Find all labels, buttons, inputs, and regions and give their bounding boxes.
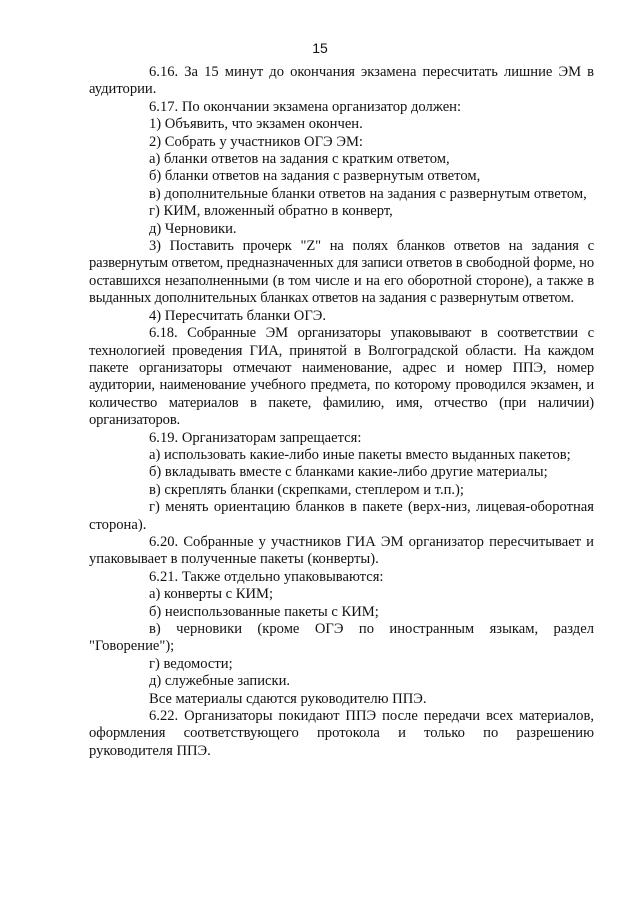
list-item: 1) Объявить, что экзамен окончен. [149, 116, 363, 133]
paragraph-6-20: 6.20. Собранные у участников ГИА ЭМ организатор пересчитывает и упаковывает в полученные пакеты (конверты). [89, 533, 594, 568]
list-item: б) вкладывать вместе с бланками какие-либо другие материалы; [149, 464, 548, 481]
list-item: в) черновики (кроме ОГЭ по иностранным языкам, раздел "Говорение"); [89, 621, 594, 655]
list-item: д) служебные записки. [149, 673, 291, 690]
list-item: 4) Пересчитать бланки ОГЭ. [149, 307, 327, 324]
document-body [89, 64, 594, 760]
list-item: д) Черновики. [149, 220, 237, 237]
list-item: б) бланки ответов на задания с развернутым ответом, [149, 168, 481, 185]
paragraph-6-21: 6.21. Также отдельно упаковываются: [149, 568, 384, 585]
paragraph-6-18: 6.18. Собранные ЭМ организаторы упаковывают в соответствии с технологией проведения ГИА, принятой в Волгоградской области. На каждом пакете организаторы отмечают наименование, адрес и номер ППЭ, номер аудитории, наименование учебного предмета, по которому проводился экзамен, и количество материалов в пакете, фамилию, имя, отчество (при наличии) организаторов. [89, 325, 594, 429]
list-item: 2) Собрать у участников ОГЭ ЭМ: [149, 133, 363, 150]
list-item: в) скреплять бланки (скрепками, степлером и т.п.); [149, 481, 464, 498]
list-item: 3) Поставить прочерк "Z" на полях бланков ответов на задания с развернутым ответом, предназначенных для записи ответов в свободной форме, но оставшихся незаполненными (в том числе и на его оборотной стороне), а также в выданных дополнительных бланках ответов на задания с развернутым ответом. [89, 238, 594, 307]
paragraph-6-16: 6.16. За 15 минут до окончания экзамена пересчитать лишние ЭМ в аудитории. [89, 64, 594, 98]
page-number: 15 [312, 40, 328, 56]
list-item: в) дополнительные бланки ответов на задания с развернутым ответом, [149, 185, 587, 202]
paragraph-6-19: 6.19. Организаторам запрещается: [149, 429, 362, 446]
list-item: б) неиспользованные пакеты с КИМ; [149, 603, 379, 620]
paragraph-note: Все материалы сдаются руководителю ППЭ. [149, 690, 427, 707]
list-item: а) бланки ответов на задания с кратким ответом, [149, 151, 450, 168]
list-item: а) конверты с КИМ; [149, 586, 274, 603]
list-item: г) КИМ, вложенный обратно в конверт, [149, 203, 393, 220]
paragraph-6-17: 6.17. По окончании экзамена организатор должен: [149, 98, 462, 115]
list-item: а) использовать какие-либо иные пакеты вместо выданных пакетов; [149, 446, 571, 463]
paragraph-6-22: 6.22. Организаторы покидают ППЭ после передачи всех материалов, оформления соответствующего протокола и только по разрешению руководителя ППЭ. [89, 708, 594, 759]
list-item: г) ведомости; [149, 655, 233, 672]
list-item: г) менять ориентацию бланков в пакете (верх-низ, лицевая-оборотная сторона). [89, 499, 594, 533]
